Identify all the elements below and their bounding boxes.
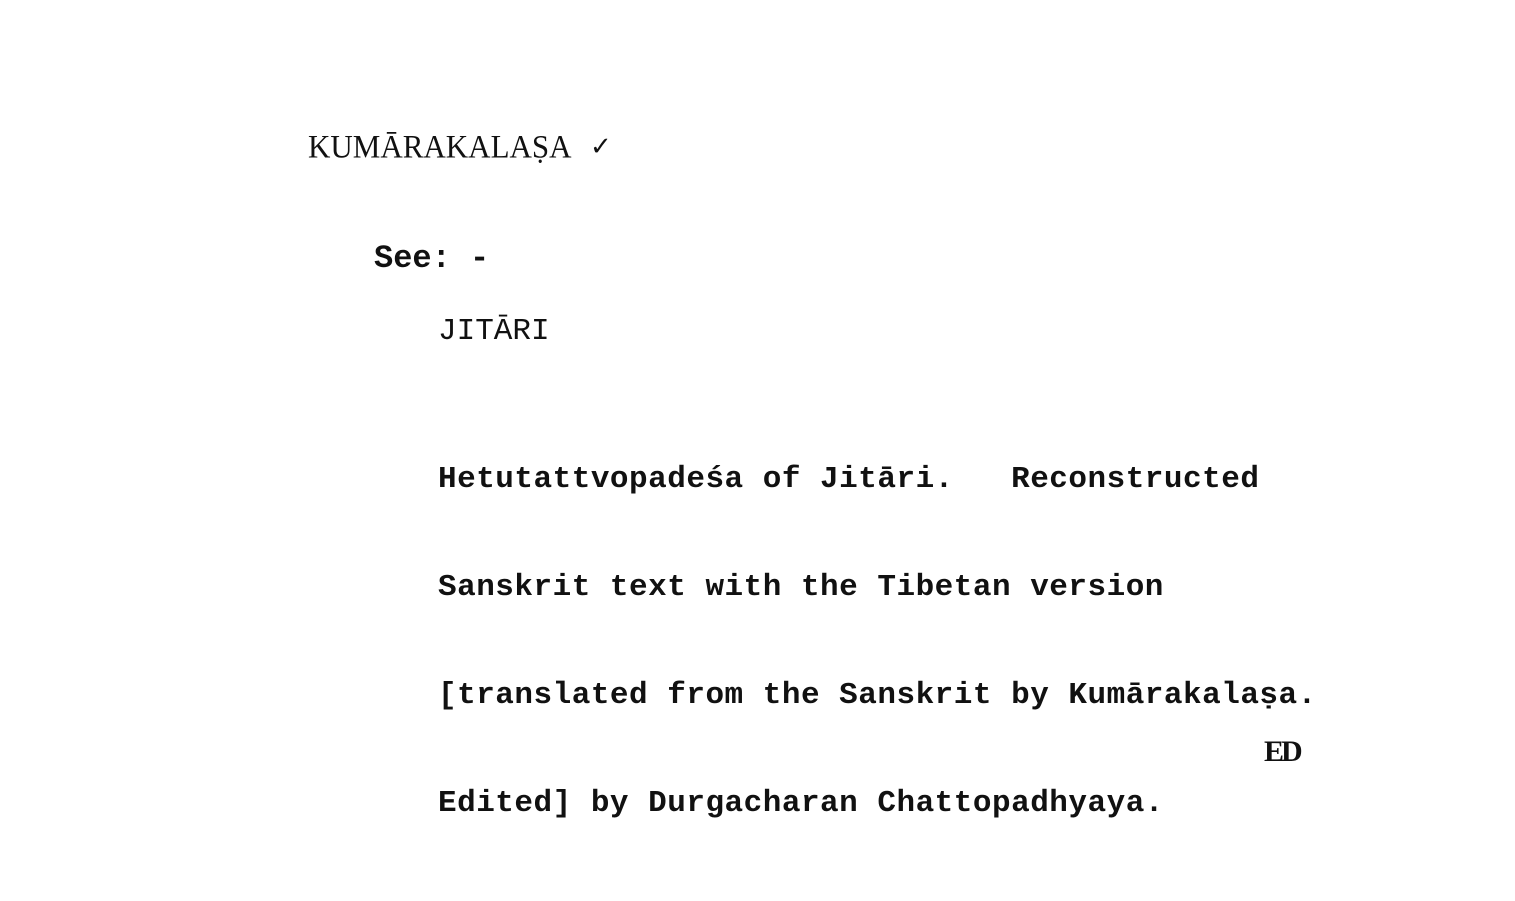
- checkmark-icon: ✓: [590, 132, 612, 162]
- see-label: See: -: [374, 240, 490, 277]
- description-line: Hetutattvopadeśa of Jitāri. Reconstructed: [438, 462, 1260, 497]
- cataloger-initials: ED: [1264, 735, 1300, 768]
- description-line: [translated from the Sanskrit by Kumārakalaṣa.: [438, 678, 1317, 713]
- description-block: [438, 390, 1438, 894]
- description-line: Edited] by Durgacharan Chattopadhyaya.: [438, 786, 1164, 821]
- description-line: Sanskrit text with the Tibetan version: [438, 570, 1164, 605]
- reference-name: JITĀRI: [438, 314, 550, 349]
- card-heading: KUMĀRAKALAṢA: [308, 128, 572, 165]
